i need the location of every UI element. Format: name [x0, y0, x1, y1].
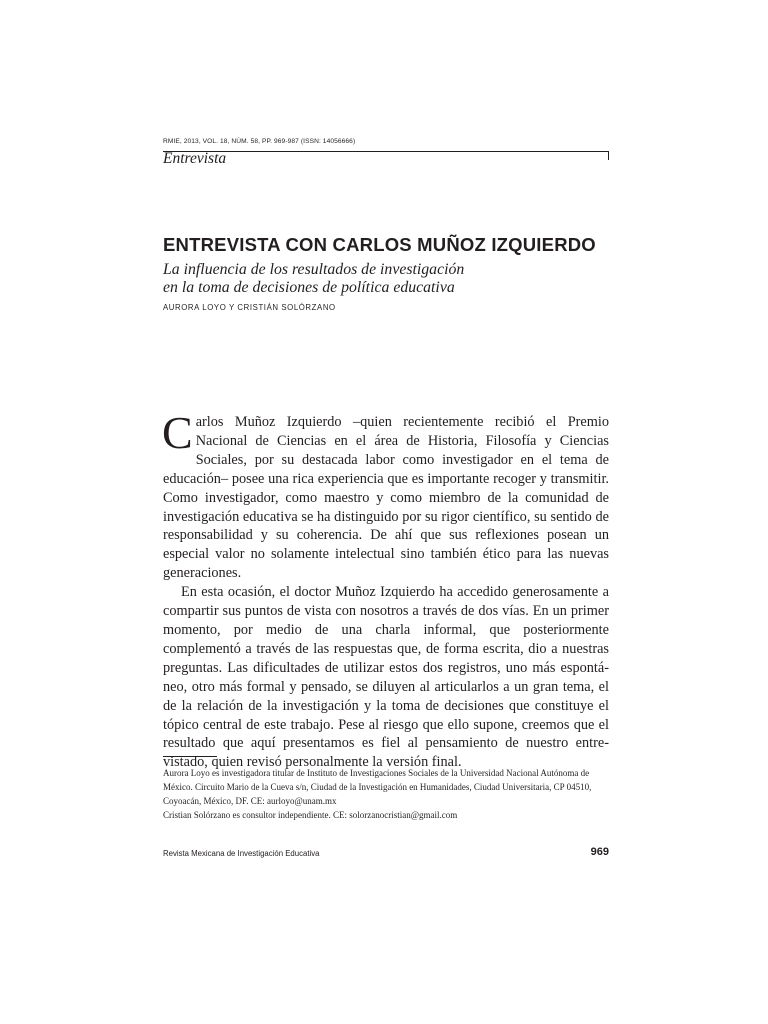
footnote-author-1: Aurora Loyo es investigadora titular de Instituto de Investigaciones Sociales de la Universidad Nacional Autónoma de México. Circuito Mario de la Cueva s/n, Ciudad de la Investigación en Humanidades, Ciudad Universitaria, CP 04510, Coyoacán, México, DF. CE: aurloyo@unam.mx: [163, 768, 592, 806]
footnotes: [163, 766, 613, 822]
footer-journal-name: Revista Mexicana de Investigación Educativa: [163, 849, 320, 858]
article-body: [162, 407, 609, 772]
body-paragraph-2: En esta ocasión, el doctor Muñoz Izquierdo ha accedido generosamente a compartir sus puntos de vista con nosotros a través de dos vías. En un primer momento, por medio de una charla informal, que posteriormente complementó a través de las respuestas que, de forma escrita, dio a nuestras preguntas. Las dificultades de utilizar estos dos registros, uno más espontáneo, otro más formal y pensado, se diluyen al articularlos a un gran tema, el de la relación de la investigación y la toma de decisiones que constituye el tópico central de este trabajo. Pese al riesgo que ello supone, creemos que el resultado que aquí presentamos es fiel al pensamiento de nuestro entrevistado, quien revisó personalmente la versión final.: [163, 584, 609, 771]
citation-header: RMIE, 2013, VOL. 18, NÚM. 58, PP. 969-987 (ISSN: 14056666): [163, 138, 356, 145]
footnote-rule: [163, 756, 217, 757]
section-label: Entrevista: [163, 150, 227, 167]
article-authors: AURORA LOYO Y CRISTIÁN SOLÓRZANO: [163, 303, 336, 312]
footnote-author-2: Cristian Solórzano es consultor independiente. CE: solorzanocristian@gmail.com: [163, 810, 458, 820]
subtitle-line-1: La influencia de los resultados de investigación: [163, 261, 465, 278]
page-number: 969: [590, 846, 609, 858]
body-paragraph-1: [162, 407, 609, 583]
article-title: ENTREVISTA CON CARLOS MUÑOZ IZQUIERDO: [163, 234, 596, 255]
drop-cap: C: [162, 407, 193, 458]
section-rule: [163, 151, 609, 152]
paragraph-1-text: arlos Muñoz Izquierdo –quien recientemente recibió el Premio Nacional de Ciencias en el área de Historia, Filosofía y Ciencias Sociales, por su destacada labor como investigador en el tema de educación– posee una rica experiencia que es importante recoger y transmitir. Como investigador, como maestro y como miembro de la comunidad de investigación educativa se ha distinguido por su rigor científico, su sentido de responsabilidad y su coherencia. De ahí que sus reflexiones posean un especial valor no solamente intelectual sino también ético para las nuevas generaciones.: [163, 414, 609, 582]
section-rule-tick: [608, 151, 609, 160]
subtitle-line-2: en la toma de decisiones de política educativa: [163, 279, 455, 296]
article-subtitle: [163, 261, 603, 297]
